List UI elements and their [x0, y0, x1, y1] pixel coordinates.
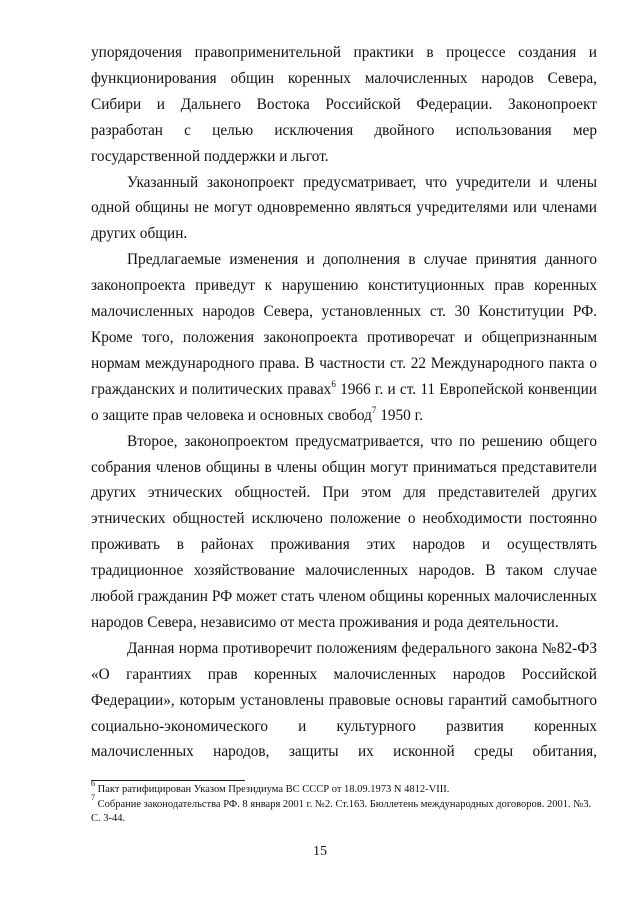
text-line: собрания членов общины в члены общин могут приниматься представители: [91, 458, 597, 476]
text-line: Кроме того, положения законопроекта противоречат и общепризнанным: [91, 328, 597, 346]
text-line: Данная норма противоречит положениям федерального закона №82-ФЗ: [127, 639, 597, 657]
text-line: Предлагаемые изменения и дополнения в случае принятия данного: [127, 251, 597, 269]
text-line: Федерации», которым установлены правовые основы гарантий самобытного: [91, 691, 597, 709]
text-line: социально-экономического и культурного развития коренных: [91, 717, 597, 735]
text-line: нормам международного права. В частности ст. 22 Международного пакта о: [91, 354, 597, 372]
footnote-6: [91, 778, 597, 798]
paragraph-1: [91, 40, 597, 170]
text-fragment: 1950 г.: [376, 406, 424, 424]
footnote-text: Собрание законодательства РФ. 8 января 2001 г. №2. Ст.163. Бюллетень международных договоров. 2001. №3. С. 3-44.: [91, 798, 592, 824]
paragraph-2: [91, 170, 597, 248]
text-line: функционирования общин коренных малочисленных народов Севера,: [91, 69, 597, 87]
text-fragment: о защите прав человека и основных свобод: [91, 406, 372, 424]
text-line: разработан с целью исключения двойного использования мер: [91, 121, 597, 139]
text-line: народов Севера, независимо от места проживания и рода деятельности.: [91, 613, 559, 631]
text-line: любой гражданин РФ может стать членом общины коренных малочисленных: [91, 588, 597, 606]
text-line: законопроекта приведут к нарушению конституционных прав коренных: [91, 277, 597, 295]
text-line: одной общины не могут одновременно являться учредителями или членами: [91, 199, 597, 217]
text-line: традиционное хозяйствование малочисленных народов. В таком случае: [91, 562, 597, 580]
text-line: Второе, законопроектом предусматривается, что по решению общего: [127, 432, 597, 450]
footnote-reference: 6: [331, 378, 336, 389]
footnote-separator: [91, 780, 245, 781]
text-fragment: гражданских и политических правах: [91, 380, 332, 398]
text-line: малочисленных народов, защиты их исконной среды обитания,: [91, 743, 597, 761]
body-text: [91, 40, 597, 765]
text-line: [91, 377, 597, 403]
page-number: 15: [313, 844, 327, 859]
text-line: Сибири и Дальнего Востока Российской Федерации. Законопроект: [91, 95, 597, 113]
text-line: «О гарантиях прав коренных малочисленных народов Российской: [91, 665, 597, 683]
footnote-text: Пакт ратифицирован Указом Президиума ВС СССР от 18.09.1973 N 4812-VIII.: [95, 784, 450, 795]
text-line: малочисленных народов Севера, установленных ст. 30 Конституции РФ.: [91, 303, 597, 321]
footnote-7: [91, 793, 597, 827]
paragraph-5: [91, 636, 597, 766]
text-line: проживать в районах проживания этих народов и осуществлять: [91, 536, 597, 554]
text-line: других общин.: [91, 225, 188, 243]
paragraph-3: [91, 247, 597, 428]
footnotes: [91, 778, 597, 827]
text-line: государственной поддержки и льгот.: [91, 147, 329, 165]
footnote-mark: 6: [91, 778, 95, 788]
text-line: [91, 403, 597, 429]
text-line: Указанный законопроект предусматривает, что учредители и члены: [127, 173, 597, 191]
paragraph-4: [91, 429, 597, 636]
text-line: этнических общностей исключено положение о необходимости постоянно: [91, 510, 597, 528]
text-line: других этнических общностей. При этом для представителей других: [91, 484, 597, 502]
footnote-mark: 7: [91, 793, 95, 802]
footnote-reference: 7: [371, 404, 377, 415]
text-line: упорядочения правоприменительной практики в процессе создания и: [91, 44, 597, 61]
text-fragment: 1966 г. и ст. 11 Европейской конвенции: [335, 380, 597, 398]
